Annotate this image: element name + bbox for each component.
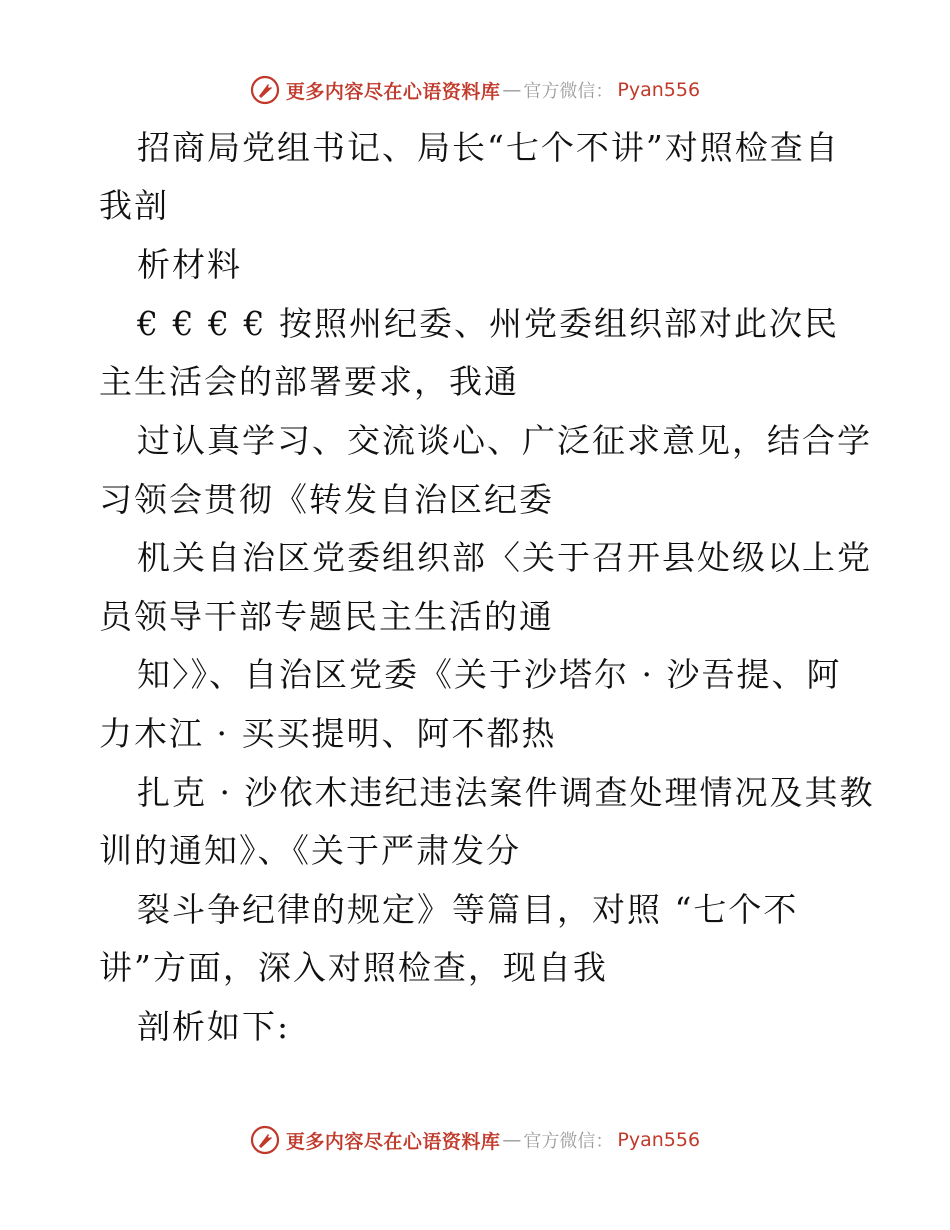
watermark-wechat-id: Pyan556	[617, 1129, 701, 1151]
watermark-label: 官方微信：	[523, 1131, 614, 1152]
document-title-line-3: 析材料	[137, 245, 242, 284]
watermark-separator: —	[502, 79, 522, 101]
paragraph-line: 裂斗争纪律的规定》等篇目，对照 “七个不	[137, 890, 799, 929]
paragraph-line: 扎克 · 沙依木违纪违法案件调查处理情况及其教	[137, 773, 875, 812]
watermark-label: 官方微信：	[523, 81, 614, 102]
document-title-line-1: 招商局党组书记、局长“七个不讲”对照检查自	[137, 128, 840, 167]
paragraph-line: 知〉》、自治区党委《关于沙塔尔 · 沙吾提、阿	[137, 655, 842, 694]
watermark-text: 更多内容尽在心语资料库	[285, 1130, 501, 1153]
paragraph-line: 机关自治区党委组织部〈关于召开县处级以上党	[137, 538, 872, 577]
paragraph-line: 剖析如下:	[137, 1007, 291, 1046]
paragraph-line: 员领导干部专题民主生活的通	[99, 597, 554, 636]
document-title-line-2: 我剖	[99, 186, 169, 225]
paragraph-line: 讲”方面，深入对照检查，现自我	[99, 948, 608, 987]
footer-watermark	[0, 1120, 950, 1160]
pen-nib-icon	[250, 75, 280, 105]
paragraph-line: 习领会贯彻《转发自治区纪委	[99, 480, 554, 519]
paragraph-line: 训的通知》、《关于严肃发分	[99, 831, 521, 870]
pen-nib-icon	[250, 1125, 280, 1155]
paragraph-line: 过认真学习、交流谈心、广泛征求意见，结合学	[137, 421, 872, 460]
header-watermark	[0, 70, 950, 110]
paragraph-line: 主生活会的部署要求，我通	[99, 362, 519, 401]
paragraph-line: € € € € 按照州纪委、州党委组织部对此次民	[137, 304, 839, 343]
watermark-wechat-id: Pyan556	[617, 79, 701, 101]
watermark-text: 更多内容尽在心语资料库	[285, 80, 501, 103]
watermark-separator: —	[502, 1129, 522, 1151]
paragraph-line: 力木江 · 买买提明、阿不都热	[99, 714, 557, 753]
